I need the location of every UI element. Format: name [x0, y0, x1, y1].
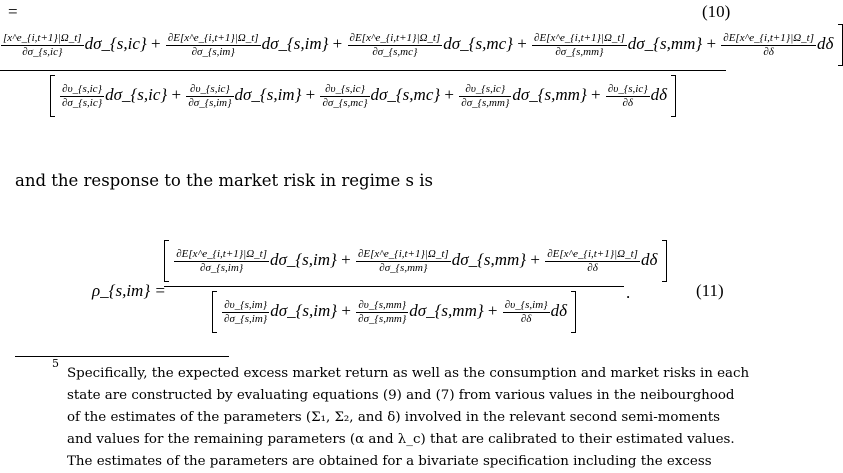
footnote-line: Specifically, the expected excess market return as well as the consumption and market risks in each	[67, 366, 750, 381]
eq10-num-t1-d: dσ_{s,ic}	[84, 33, 147, 53]
eq10-equals-sign: =	[8, 2, 18, 21]
eq11-num-t1-num: ∂E[x^e_{i,t+1}|Ω_t]	[176, 247, 267, 260]
paragraph-text: and the response to the market risk in regime s is	[15, 171, 433, 190]
eq10-denominator: $\frac{\partial\upsilon\_\{s,ic\}}{\partial\sigma\_\{s,ic\}}$ dσ_{s,ic} + $\frac{\partial\upsilon\_\{s,ic\}}{\partial\sigma\_\{s,im\}}$ dσ_{s,im} + $\frac{\partial\upsilon\_\{s,ic\}}{\partial\sigma\_\{s,mc\}}$ dσ_{s,mc} + $\frac{\partial\upsilon\_\{s,ic\}}{\partial\sigma\_\{s,mm\}}$ dσ_{s,mm} + $\frac{\partial\upsilon\_\{s,ic\}}{\partial\delta}$ dδ	[0, 71, 726, 117]
eq10-num-t3-num: ∂E[x^e_{i,t+1}|Ω_t]	[349, 31, 441, 44]
eq10-den-t2-d: dσ_{s,im}	[234, 84, 302, 104]
eq11-num-t2-num: ∂E[x^e_{i,t+1}|Ω_t]	[357, 247, 449, 260]
eq10-den-t1-num: ∂υ_{s,ic}	[60, 83, 104, 97]
eq10-num-t4-num: ∂E[x^e_{i,t+1}|Ω_t]	[534, 31, 625, 44]
eq11-num-t3-num: ∂E[x^e_{i,t+1}|Ω_t]	[547, 247, 638, 260]
eq11-den-t3-den: ∂δ	[520, 312, 532, 325]
eq10-num-t4-d: dσ_{s,mm}	[627, 33, 703, 53]
eq10-den-t3-d: dσ_{s,mc}	[370, 84, 441, 104]
eq10-num-t4-den: ∂σ_{s,mm}	[555, 45, 604, 58]
footnote-line: state are constructed by evaluating equations (9) and (7) from various values in the neibourghood	[67, 388, 735, 403]
eq11-num-t3-d: dδ	[640, 249, 658, 269]
eq10-num-t3-d: dσ_{s,mc}	[443, 33, 513, 53]
eq10-num-t2-num: ∂E[x^e_{i,t+1}|Ω_t]	[167, 31, 259, 44]
eq11-den-t2-den: ∂σ_{s,mm}	[358, 312, 407, 325]
eq10-den-t1-d: dσ_{s,ic}	[105, 84, 168, 104]
eq10-den-t5-den: ∂δ	[622, 96, 633, 109]
eq10-num-t2-den: ∂σ_{s,im}	[191, 45, 235, 58]
eq11-lhs: ρ_{s,im} =	[92, 281, 166, 300]
eq10-den-t1-den: ∂σ_{s,ic}	[61, 96, 103, 109]
eq11-num-right-bracket	[662, 240, 667, 282]
eq10-num-t1-num: [x^e_{i,t+1}|Ω_t]	[3, 31, 82, 44]
eq11-numerator: $\frac{\partial E[x\^{}e\_\{i,t+1\}|\Omega\_t]}{\partial\sigma\_\{s,im\}}$ dσ_{s,im} + $\frac{\partial E[x\^{}e\_\{i,t+1\}|\Omega\_t]}{\partial\sigma\_\{s,mm\}}$ dσ_{s,mm} + $\frac{\partial E[x\^{}e\_\{i,t+1\}|\Omega\_t]}{\partial\delta}$ dδ	[164, 240, 624, 287]
eq11-den-left-bracket	[212, 291, 217, 333]
eq11-den-t1-den: ∂σ_{s,im}	[224, 312, 268, 325]
eq10-num-t3-den: ∂σ_{s,mc}	[372, 45, 418, 58]
eq10-den-t2-den: ∂σ_{s,im}	[188, 96, 232, 109]
eq11-number: (11)	[696, 281, 724, 300]
eq10-den-t5-num: ∂υ_{s,ic}	[607, 82, 648, 95]
footnote-rule	[15, 356, 229, 357]
eq10-den-t3-den: ∂σ_{s,mc}	[322, 96, 368, 109]
eq11-den-t1-d: dσ_{s,im}	[270, 300, 338, 320]
eq11-num-t1-d: dσ_{s,im}	[270, 249, 337, 269]
eq11-den-t2-d: dσ_{s,mm}	[409, 300, 484, 320]
eq11-den-t2-num: ∂υ_{s,mm}	[356, 299, 408, 313]
footnote-line: of the estimates of the parameters (Σ₁, Σ₂, and δ) involved in the relevant second semi-moments	[67, 410, 720, 425]
footnote-marker: 5	[52, 357, 59, 370]
footnote-line: The estimates of the parameters are obtained for a bivariate specification including the excess	[67, 454, 712, 469]
eq10-num-right-bracket	[838, 24, 843, 66]
eq10-num-t2-d: dσ_{s,im}	[261, 33, 329, 53]
eq10-den-t4-num: ∂υ_{s,ic}	[459, 83, 511, 97]
eq10-den-t3-num: ∂υ_{s,ic}	[320, 83, 369, 97]
eq10-numerator: $\frac{[x\^{}e\_\{i,t+1\}|\Omega\_t]}{\partial\sigma\_\{s,ic\}}$ dσ_{s,ic} + $\frac{\partial E[x\^{}e\_\{i,t+1\}|\Omega\_t]}{\partial\sigma\_\{s,im\}}$ dσ_{s,im} + $\frac{\partial E[x\^{}e\_\{i,t+1\}|\Omega\_t]}{\partial\sigma\_\{s,mc\}}$ dσ_{s,mc} + $\frac{\partial E[x\^{}e\_\{i,t+1\}|\Omega\_t]}{\partial\sigma\_\{s,mm\}}$ dσ_{s,mm} + $\frac{\partial E[x\^{}e\_\{i,t+1\}|\Omega\_t]}{\partial\delta}$ dδ	[0, 24, 726, 71]
eq10-den-t5-d: dδ	[650, 84, 668, 104]
eq11-num-left-bracket	[164, 240, 169, 282]
footnote-body	[67, 363, 750, 473]
eq10-num-t5-den: ∂δ	[763, 45, 774, 58]
eq11-den-t3-num: ∂υ_{s,im}	[504, 298, 548, 311]
eq10-den-t4-d: dσ_{s,mm}	[512, 84, 587, 104]
eq11-den-t3-d: dδ	[550, 300, 567, 320]
eq10-den-left-bracket	[50, 75, 55, 117]
eq10-den-t2-num: ∂υ_{s,ic}	[186, 83, 233, 97]
eq10-num-t1-den: ∂σ_{s,ic}	[22, 45, 63, 58]
eq11-den-right-bracket	[571, 291, 576, 333]
eq11-num-t2-d: dσ_{s,mm}	[451, 249, 527, 269]
eq10-num-t5-num: ∂E[x^e_{i,t+1}|Ω_t]	[723, 31, 815, 44]
eq10-den-right-bracket	[671, 75, 676, 117]
eq10-den-t4-den: ∂σ_{s,mm}	[461, 96, 510, 109]
eq10-num-t5-d: dδ	[817, 33, 834, 53]
eq11-num-t2-den: ∂σ_{s,mm}	[379, 261, 428, 274]
eq11-num-t1-den: ∂σ_{s,im}	[200, 261, 244, 274]
eq11-fraction	[164, 240, 658, 333]
footnote-line: and values for the remaining parameters (α and λ_c) that are calibrated to their estimated values.	[67, 432, 735, 447]
eq11-den-t1-num: ∂υ_{s,im}	[222, 299, 269, 313]
eq11-trailing-period: .	[626, 283, 631, 302]
eq11-num-t3-den: ∂δ	[587, 261, 598, 274]
eq11-denominator: $\frac{\partial\upsilon\_\{s,im\}}{\partial\sigma\_\{s,im\}}$ dσ_{s,im} + $\frac{\partial\upsilon\_\{s,mm\}}{\partial\sigma\_\{s,mm\}}$ dσ_{s,mm} + $\frac{\partial\upsilon\_\{s,im\}}{\partial\delta}$ dδ	[164, 287, 624, 333]
eq10-number: (10)	[702, 2, 731, 21]
